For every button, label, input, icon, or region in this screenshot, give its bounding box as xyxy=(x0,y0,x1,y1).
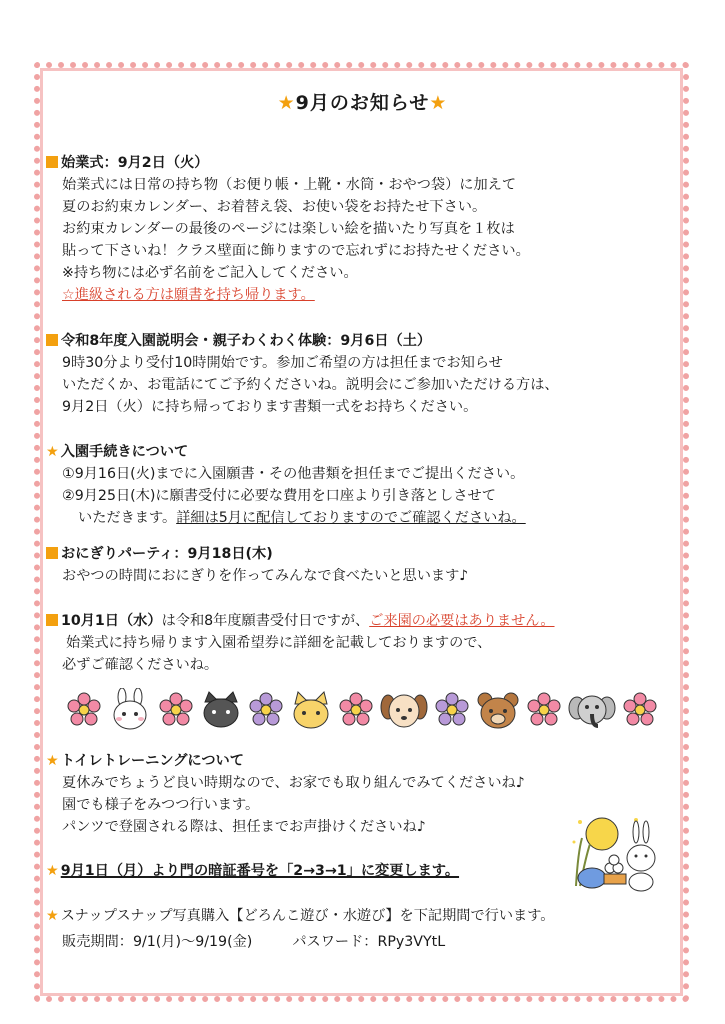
title-text: 9月のお知らせ xyxy=(295,92,430,114)
section-heading: 令和8年度入園説明会・親子わくわく体験：9月6日（土） xyxy=(46,330,676,352)
square-bullet-icon xyxy=(46,547,58,559)
flower-icon xyxy=(158,692,194,728)
black-cat-icon xyxy=(200,690,242,730)
flower-icon xyxy=(338,692,374,728)
star-icon: ★ xyxy=(46,444,59,460)
text-line xyxy=(46,931,676,953)
text-line: 9月2日（火）に持ち帰っております書類一式をお持ちください。 xyxy=(62,399,478,415)
square-bullet-icon xyxy=(46,334,58,346)
flower-icon xyxy=(622,692,658,728)
star-icon: ★ xyxy=(46,863,59,879)
purple-flower-icon xyxy=(248,692,284,728)
star-icon: ★ xyxy=(277,92,296,114)
flower-icon xyxy=(526,692,562,728)
text-line: 貼って下さいね！クラス壁面に飾りますので忘れずにお持たせください。 xyxy=(62,243,530,259)
purple-flower-icon xyxy=(434,692,470,728)
text-line: ①9月16日(火)までに入園願書・その他書類を担任までご提出ください。 xyxy=(62,466,525,482)
text-line: パンツで登園される際は、担任までお声掛けくださいね♪ xyxy=(62,819,426,835)
star-icon: ★ xyxy=(429,92,448,114)
section-heading: おにぎりパーティ：9月18日(木) xyxy=(46,543,676,565)
note-advancing: ☆進級される方は願書を持ち帰ります。 xyxy=(62,287,315,303)
text-line: 9時30分より受付10時開始です。参加ご希望の方は担任までお知らせ xyxy=(62,355,503,371)
elephant-icon xyxy=(568,690,616,730)
section-orientation xyxy=(46,330,676,418)
text-line: 10月1日（水）は令和8年度願書受付日ですが、ご来園の必要はありません。 xyxy=(46,610,676,632)
section-heading: ★ 入園手続きについて xyxy=(46,444,189,460)
gate-code-notice: ★ 9月1日（月）より門の暗証番号を「2→3→1」に変更します。 xyxy=(46,863,460,879)
section-application-day xyxy=(46,610,676,676)
section-opening-ceremony xyxy=(46,152,676,306)
section-gate-code xyxy=(46,860,676,882)
text-line: ※持ち物には必ず名前をご記入してください。 xyxy=(62,265,358,281)
section-photo-sale xyxy=(46,905,676,953)
square-bullet-icon xyxy=(46,614,58,626)
dog-icon xyxy=(380,689,428,731)
text-line: いただくか、お電話にてご予約くださいね。説明会にご参加いただける方は、 xyxy=(62,377,559,393)
text-line: 夏のお約束カレンダー、お着替え袋、お使い袋をお持たせ下さい。 xyxy=(62,199,487,215)
text-line: 必ずご確認くださいね。 xyxy=(62,657,219,673)
section-heading: ★ トイレトレーニングについて xyxy=(46,753,244,769)
rabbit-icon xyxy=(108,688,152,732)
star-icon: ★ xyxy=(46,753,59,769)
sale-period: 販売期間：9/1(月)〜9/19(金) xyxy=(62,934,253,950)
decorative-strip xyxy=(66,688,658,732)
cat-icon xyxy=(290,690,332,730)
text-line: 園でも様子をみつつ行います。 xyxy=(62,797,260,813)
text-line: お約束カレンダーの最後のページには楽しい絵を描いたり写真を１枚は xyxy=(62,221,515,237)
text-line: 始業式に持ち帰ります入園希望券に詳細を記載しておりますので、 xyxy=(66,635,492,651)
text-line: ★ スナップスナップ写真購入【どろんこ遊び・水遊び】を下記期間で行います。 xyxy=(46,908,555,924)
square-bullet-icon xyxy=(46,156,58,168)
section-enrollment xyxy=(46,441,676,529)
star-icon: ★ xyxy=(46,908,59,924)
section-heading: 始業式：9月2日（火） xyxy=(46,152,676,174)
section-onigiri xyxy=(46,543,676,587)
bear-icon xyxy=(476,689,520,731)
text-line: ②9月25日(木)に願書受付に必要な費用を口座より引き落としさせて xyxy=(62,488,496,504)
flower-icon xyxy=(66,692,102,728)
text-line: いただきます。詳細は5月に配信しておりますのでご確認くださいね。 xyxy=(78,510,526,526)
password: パスワード：RPy3VYtL xyxy=(292,934,446,950)
page-title xyxy=(0,88,725,115)
text-line: 始業式には日常の持ち物（お便り帳・上靴・水筒・おやつ袋）に加えて xyxy=(62,177,517,193)
text-line: 夏休みでちょうど良い時期なので、お家でも取り組んでみてくださいね♪ xyxy=(62,775,525,791)
text-line: おやつの時間におにぎりを作ってみんなで食べたいと思います♪ xyxy=(62,568,469,584)
